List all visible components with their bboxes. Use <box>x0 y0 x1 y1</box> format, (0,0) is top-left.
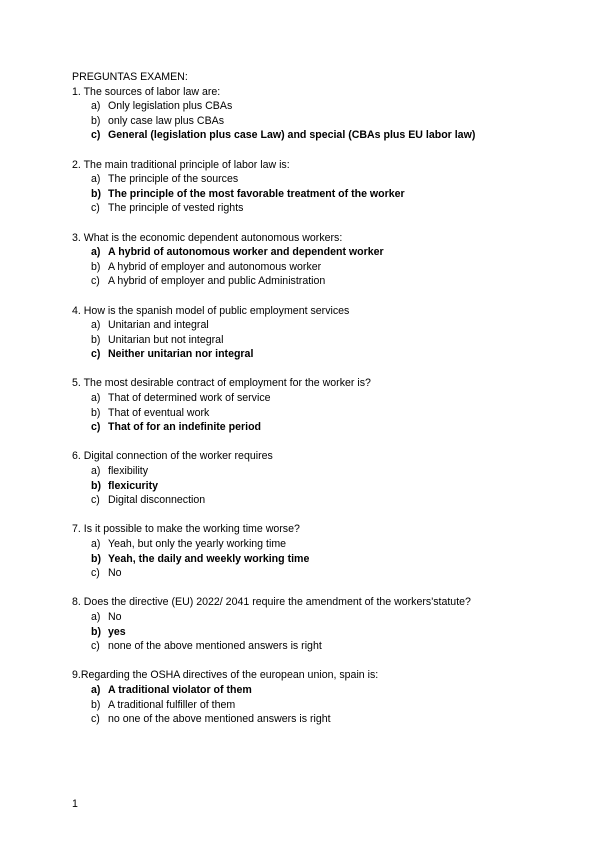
answer-option-correct <box>72 683 572 698</box>
question-block <box>72 522 572 580</box>
answer-option <box>72 201 572 216</box>
answer-option-correct <box>72 347 572 362</box>
answer-option-correct <box>72 245 572 260</box>
option-text: only case law plus CBAs <box>108 114 224 127</box>
answer-option <box>72 274 572 289</box>
option-letter: b) <box>91 187 101 200</box>
answer-option-correct <box>72 625 572 640</box>
option-text: Yeah, the daily and weekly working time <box>108 552 310 565</box>
option-text: none of the above mentioned answers is right <box>108 640 322 653</box>
option-text: No <box>108 567 122 580</box>
option-text: Digital disconnection <box>108 494 206 507</box>
answer-option <box>72 172 572 187</box>
answer-option <box>72 114 572 129</box>
option-text: Unitarian but not integral <box>108 333 224 346</box>
option-text: A hybrid of employer and autonomous worker <box>108 260 322 273</box>
option-letter: c) <box>91 494 100 507</box>
option-text: flexicurity <box>108 479 159 492</box>
option-letter: b) <box>91 333 101 346</box>
option-text: General (legislation plus case Law) and special (CBAs plus EU labor law) <box>108 129 476 142</box>
answer-option <box>72 610 572 625</box>
answer-option <box>72 260 572 275</box>
option-letter: a) <box>91 246 101 259</box>
option-letter: c) <box>91 348 101 361</box>
answer-option-correct <box>72 552 572 567</box>
question-text: 5. The most desirable contract of employment for the worker is? <box>72 377 371 390</box>
option-letter: a) <box>91 538 101 550</box>
question-text: 3. What is the economic dependent autonomous workers: <box>72 231 343 244</box>
question-block <box>72 85 572 143</box>
answer-option <box>72 537 572 552</box>
question-block <box>72 304 572 362</box>
option-text: The principle of the sources <box>108 173 239 186</box>
option-letter: a) <box>91 610 101 623</box>
question-block <box>72 376 572 434</box>
answer-option <box>72 712 572 727</box>
option-letter: b) <box>91 406 101 419</box>
option-text: Yeah, but only the yearly working time <box>108 538 287 550</box>
option-letter: c) <box>91 640 100 653</box>
option-letter: b) <box>91 260 101 273</box>
answer-option <box>72 333 572 348</box>
answer-option <box>72 99 572 114</box>
question-block <box>72 595 572 653</box>
option-text: A traditional violator of them <box>108 683 252 696</box>
option-text: That of eventual work <box>108 406 210 419</box>
answer-option <box>72 493 572 508</box>
option-text: yes <box>108 625 126 638</box>
question-text: 9.Regarding the OSHA directives of the european union, spain is: <box>72 669 379 682</box>
exam-header: PREGUNTAS EXAMEN: <box>72 71 188 83</box>
option-letter: b) <box>91 698 101 711</box>
option-text: That of for an indefinite period <box>108 421 262 434</box>
option-text: Neither unitarian nor integral <box>108 348 254 361</box>
exam-content <box>72 70 572 741</box>
question-text: 6. Digital connection of the worker requires <box>72 450 273 463</box>
answer-option <box>72 318 572 333</box>
option-text: Only legislation plus CBAs <box>108 100 233 113</box>
answer-option <box>72 639 572 654</box>
option-text: The principle of the most favorable treatment of the worker <box>108 187 405 200</box>
answer-option <box>72 391 572 406</box>
question-block <box>72 158 572 216</box>
question-text: 4. How is the spanish model of public employment services <box>72 304 350 317</box>
option-letter: b) <box>91 114 101 127</box>
option-letter: b) <box>91 625 101 638</box>
option-letter: c) <box>91 202 100 215</box>
option-letter: a) <box>91 683 101 696</box>
option-letter: c) <box>91 275 100 288</box>
option-text: flexibility <box>108 465 149 478</box>
option-letter: c) <box>91 129 101 142</box>
answer-option <box>72 698 572 713</box>
option-letter: a) <box>91 319 101 332</box>
answer-option-correct <box>72 420 572 435</box>
option-letter: b) <box>91 479 101 492</box>
question-block <box>72 449 572 507</box>
answer-option-correct <box>72 479 572 494</box>
answer-option-correct <box>72 128 572 143</box>
option-text: That of determined work of service <box>108 392 271 405</box>
answer-option <box>72 406 572 421</box>
question-block <box>72 231 572 289</box>
option-letter: a) <box>91 465 101 478</box>
question-list <box>72 85 572 727</box>
question-text: 8. Does the directive (EU) 2022/ 2041 require the amendment of the workers'statute? <box>72 596 471 609</box>
question-block <box>72 668 572 726</box>
question-text: 7. Is it possible to make the working time worse? <box>72 523 300 536</box>
option-letter: b) <box>91 552 101 565</box>
question-text: 2. The main traditional principle of labor law is: <box>72 158 290 171</box>
option-text: The principle of vested rights <box>108 202 244 215</box>
question-text: 1. The sources of labor law are: <box>72 85 221 98</box>
option-letter: c) <box>91 421 101 434</box>
option-letter: c) <box>91 567 100 580</box>
option-text: A hybrid of autonomous worker and dependent worker <box>108 246 384 259</box>
page-number: 1 <box>72 798 78 810</box>
answer-option <box>72 464 572 479</box>
option-letter: a) <box>91 100 101 113</box>
answer-option <box>72 566 572 581</box>
option-letter: a) <box>91 392 101 405</box>
option-text: Unitarian and integral <box>108 319 209 332</box>
option-text: A hybrid of employer and public Administration <box>108 275 326 288</box>
option-letter: a) <box>91 173 101 186</box>
option-text: no one of the above mentioned answers is right <box>108 713 331 726</box>
answer-option-correct <box>72 187 572 202</box>
option-letter: c) <box>91 713 100 726</box>
option-text: No <box>108 610 122 623</box>
option-text: A traditional fulfiller of them <box>108 698 236 711</box>
